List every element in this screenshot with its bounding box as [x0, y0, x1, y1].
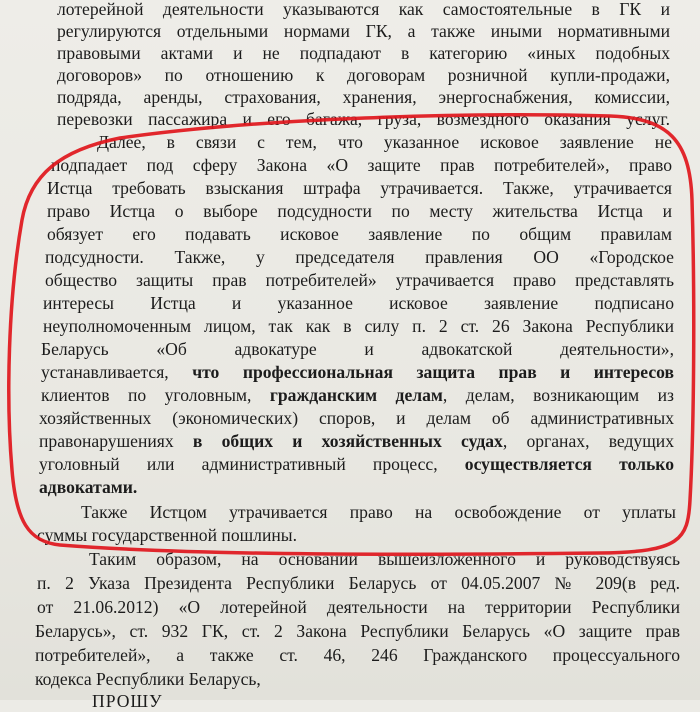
text-line: устанавливается, что профессиональная защита прав и интересов: [41, 362, 674, 382]
text-line: уголовный или административный процесс, осуществляется только: [39, 454, 674, 474]
text-line: перевозки пассажира и его багажа, груза, возмездного оказания услуг.: [57, 109, 670, 129]
text-line: правонарушениях в общих и хозяйственных судах, органах, ведущих: [39, 431, 674, 451]
text-line: подпадает под сферу Закона «О защите прав потребителей», право: [51, 155, 672, 175]
bold-phrase: что профессиональная защита прав и интересов: [192, 362, 674, 382]
bold-phrase: в общих и хозяйственных судах: [192, 431, 503, 451]
text-line: клиентов по уголовным, гражданским делам, делам, возникающим из: [41, 385, 674, 405]
text-line: кодекса Республики Беларусь,: [35, 669, 261, 689]
text-line: Беларусь», ст. 932 ГК, ст. 2 Закона Республики Беларусь «О защите прав: [35, 621, 680, 641]
bold-phrase: гражданским делам: [269, 385, 443, 405]
text-line: право Истца о выборе подсудности по месту жительства Истца и: [47, 201, 672, 221]
text-line: Беларусь «Об адвокатуре и адвокатской деятельности»,: [41, 339, 674, 359]
bold-phrase: осуществляется только: [464, 454, 674, 474]
text-line: Далее, в связи с тем, что указанное исковое заявление не: [97, 132, 672, 152]
text-line: лотерейной деятельности указываются как самостоятельные в ГК и: [57, 0, 670, 19]
text-line: потребителей», а также ст. 46, 246 Гражданского процессуального: [35, 645, 680, 665]
text-line: общество защиты прав потребителей» утрачивается право представлять: [45, 270, 674, 290]
text-line: обязует его подавать исковое заявление по общим правилам: [47, 224, 672, 244]
text-line: Таким образом, на основании вышеизложенного и руководствуясь: [89, 549, 680, 569]
text-line: хозяйственных (экономических) споров, и делам об административных: [39, 408, 674, 428]
cut-off-heading: ПРОШУ: [92, 691, 163, 711]
text-line: Также Истцом утрачивается право на освобождение от уплаты: [81, 502, 676, 522]
text-line: договоров» по отношению к договорам розничной купли-продажи,: [57, 65, 670, 85]
text-line: подсудности. Также, у председателя правления ОО «Городское: [45, 247, 674, 267]
text-line: п. 2 Указа Президента Республики Беларусь от 04.05.2007 № 209(в ред.: [37, 573, 680, 593]
text-line: правовыми актами и не подпадают в категорию «иных подобных: [57, 43, 670, 63]
text-line: регулируются отдельными нормами ГК, а также иными нормативными: [57, 21, 670, 41]
text-line: адвокатами.: [39, 477, 138, 497]
text-line: неуполномоченным лицом, так как в силу п. 2 ст. 26 Закона Республики: [43, 316, 674, 336]
text-line: интересы Истца и указанное исковое заявление подписано: [43, 293, 674, 313]
text-line: от 21.06.2012) «О лотерейной деятельности на территории Республики: [37, 597, 680, 617]
text-line: Истца требовать взыскания штрафа утрачивается. Также, утрачивается: [47, 178, 672, 198]
text-line: подряда, аренды, страхования, хранения, энергоснабжения, комиссии,: [57, 87, 670, 107]
annotation-stroke: [9, 115, 694, 554]
text-line: суммы государственной пошлины.: [37, 525, 298, 545]
